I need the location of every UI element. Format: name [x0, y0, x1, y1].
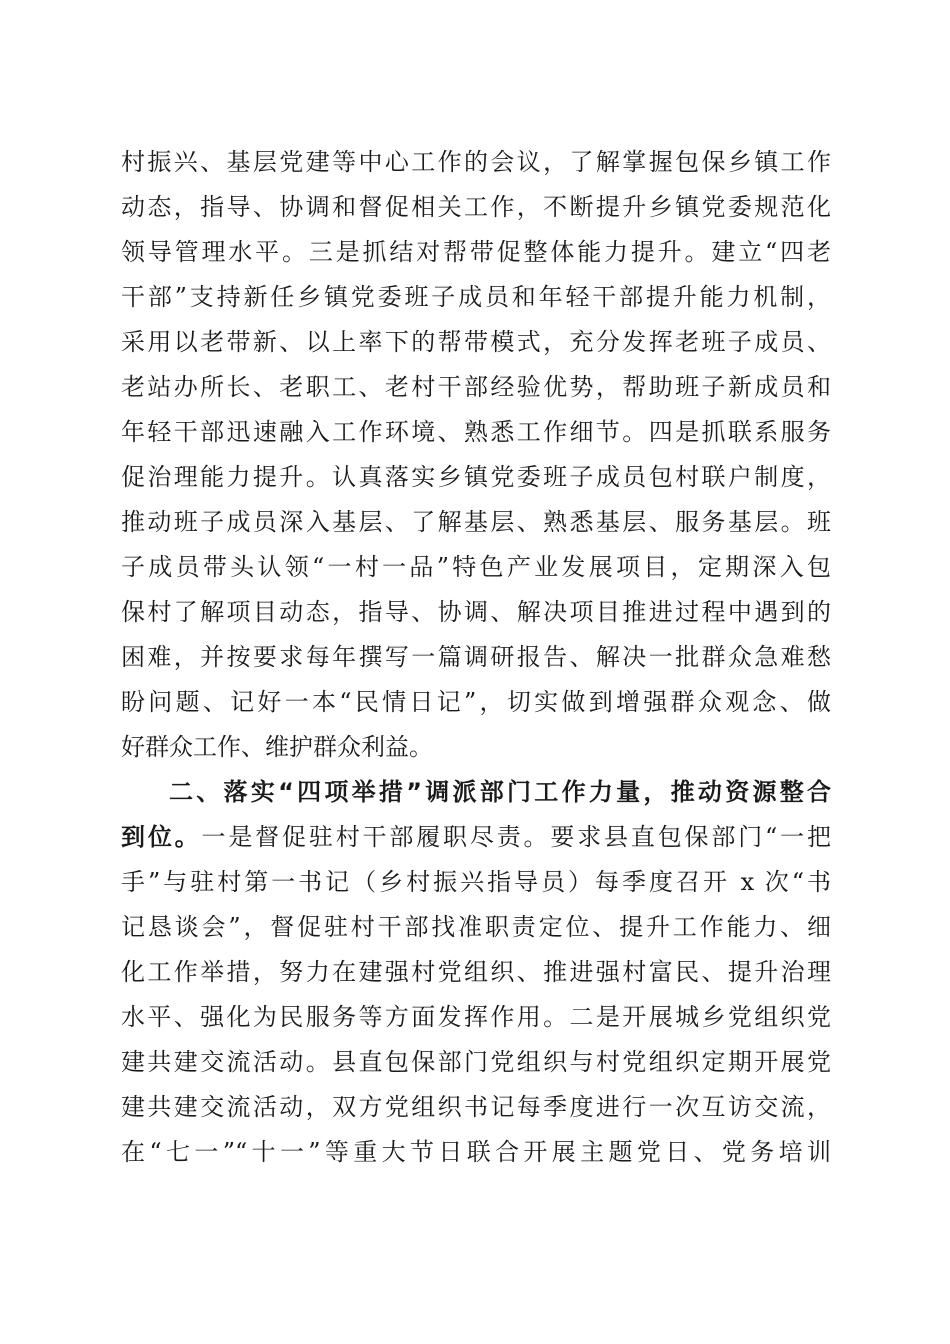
body-line: 子成员带头认领“一村一品”特色产业发展项目，定期深入包 — [121, 553, 831, 581]
body-line — [121, 815, 831, 860]
body-line: 困难，并按要求每年撰写一篇调研报告、解决一批群众急难愁 — [121, 643, 831, 671]
body-line: 水平、强化为民服务等方面发挥作用。二是开展城乡党组织党 — [121, 1003, 831, 1031]
section-heading: 二、落实“四项举措”调派部门工作力量，推动资源整合 — [169, 778, 831, 806]
body-text: 一是督促驻村干部履职尽责。要求县直包保部门“一把 — [201, 823, 831, 851]
body-line: 手”与驻村第一书记（乡村振兴指导员）每季度召开 x 次“书 — [121, 868, 831, 896]
body-line: 采用以老带新、以上率下的帮带模式，充分发挥老班子成员、 — [121, 328, 831, 356]
body-line: 盼问题、记好一本“民情日记”，切实做到增强群众观念、做 — [121, 688, 831, 716]
body-line: 化工作举措，努力在建强村党组织、推进强村富民、提升治理 — [121, 958, 831, 986]
document-body — [121, 140, 831, 1175]
body-line: 建共建交流活动，双方党组织书记每季度进行一次互访交流， — [121, 1093, 831, 1121]
body-line: 保村了解项目动态，指导、协调、解决项目推进过程中遇到的 — [121, 598, 831, 626]
body-line: 村振兴、基层党建等中心工作的会议，了解掌握包保乡镇工作 — [121, 148, 831, 176]
body-line: 领导管理水平。三是抓结对帮带促整体能力提升。建立“四老 — [121, 238, 831, 266]
body-line: 在“七一”“十一”等重大节日联合开展主题党日、党务培训 — [121, 1138, 831, 1166]
body-line: 推动班子成员深入基层、了解基层、熟悉基层、服务基层。班 — [121, 508, 831, 536]
body-line: 老站办所长、老职工、老村干部经验优势，帮助班子新成员和 — [121, 373, 831, 401]
body-line: 记恳谈会”，督促驻村干部找准职责定位、提升工作能力、细 — [121, 913, 831, 941]
body-line: 干部”支持新任乡镇党委班子成员和年轻干部提升能力机制， — [121, 283, 831, 311]
body-line: 建共建交流活动。县直包保部门党组织与村党组织定期开展党 — [121, 1048, 831, 1076]
body-line: 好群众工作、维护群众利益。 — [121, 733, 433, 761]
body-line: 促治理能力提升。认真落实乡镇党委班子成员包村联户制度， — [121, 463, 831, 491]
body-line: 年轻干部迅速融入工作环境、熟悉工作细节。四是抓联系服务 — [121, 418, 831, 446]
body-line: 动态，指导、协调和督促相关工作，不断提升乡镇党委规范化 — [121, 193, 831, 221]
section-heading-end: 到位。 — [121, 823, 202, 851]
